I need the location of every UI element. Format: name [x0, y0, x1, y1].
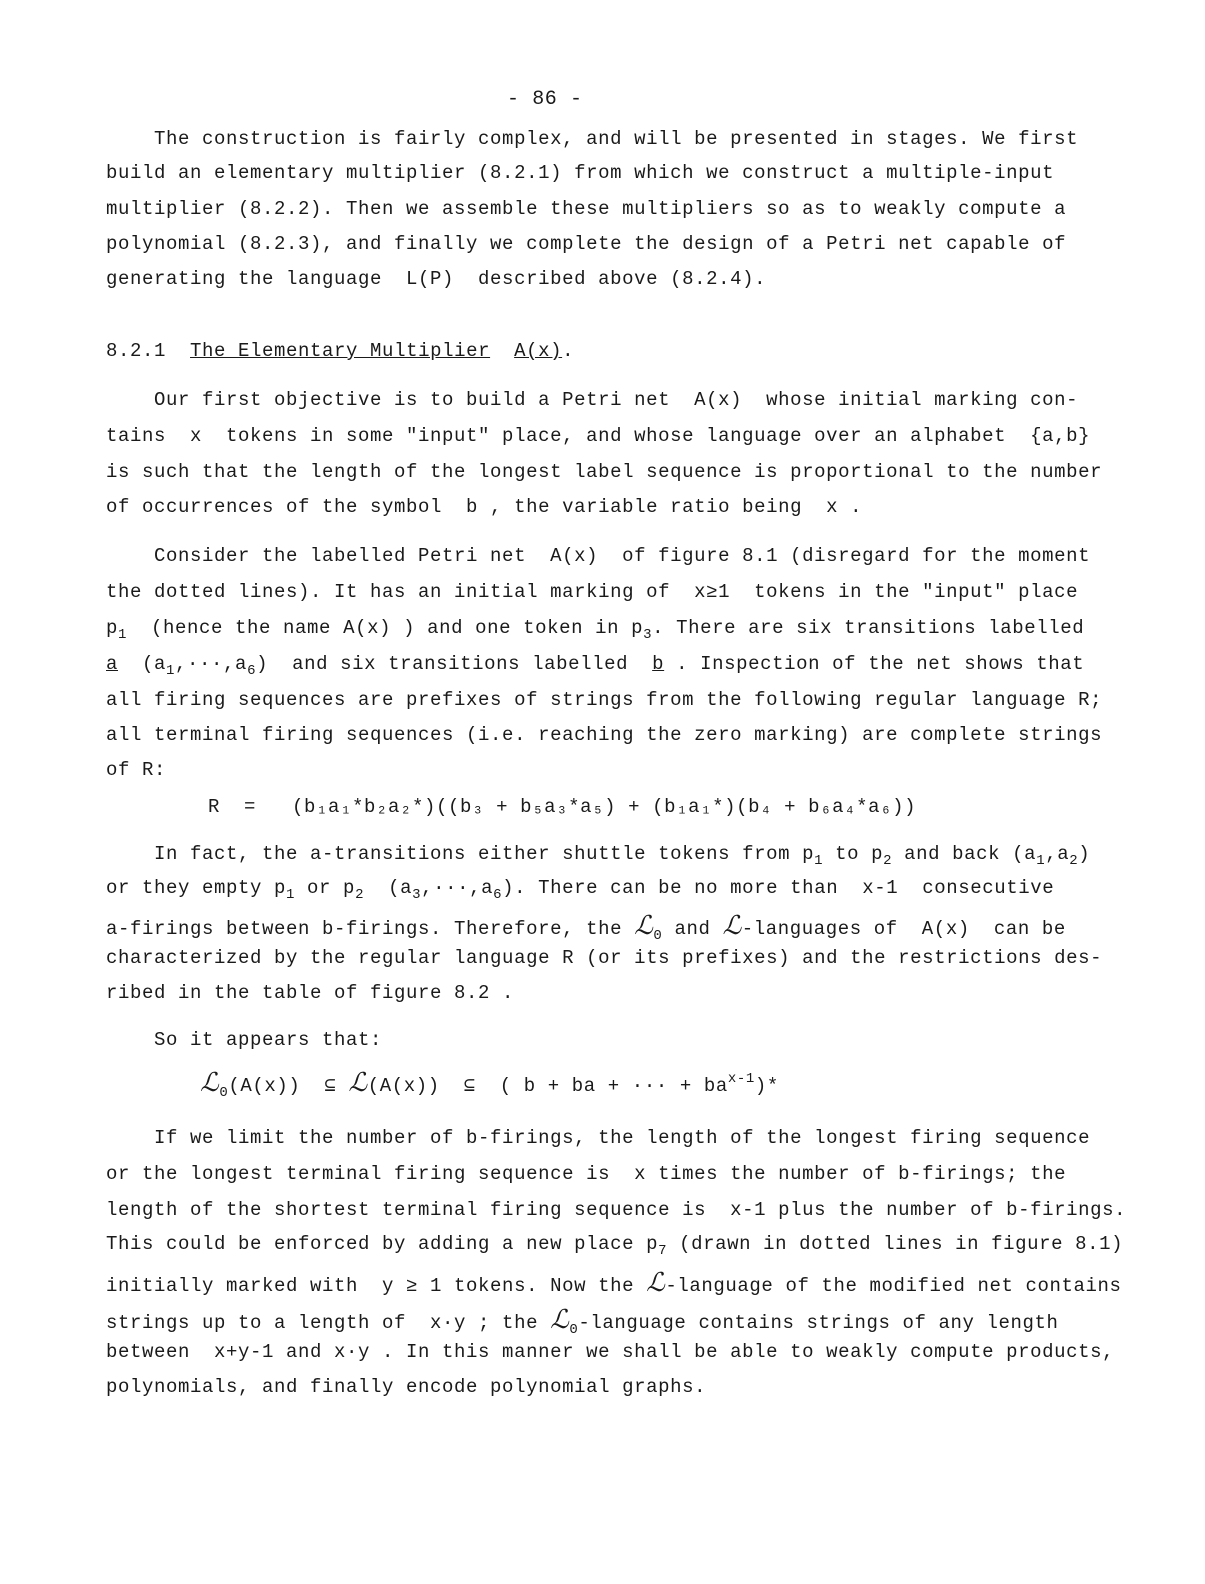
paragraph-line: [106, 1233, 1123, 1259]
paragraph-line: [106, 911, 1066, 944]
subscript: 2: [355, 887, 365, 903]
script-l-symbol: ℒ: [646, 1268, 666, 1298]
text-run: In fact, the a-transitions either shuttle tokens from p: [106, 843, 815, 865]
paragraph-line: all firing sequences are prefixes of strings from the following regular language R;: [106, 689, 1103, 711]
paragraph-line: generating the language L(P) described above (8.2.4).: [106, 268, 767, 290]
script-l-symbol: ℒ: [722, 911, 742, 941]
subscript: 1: [1036, 853, 1046, 869]
paragraph-line: build an elementary multiplier (8.2.1) from which we construct a multiple-input: [106, 162, 1055, 184]
section-period: .: [562, 340, 575, 362]
subscript: 0: [653, 928, 663, 944]
section-title: The Elementary Multiplier: [190, 340, 491, 362]
paragraph-line: tains x tokens in some "input" place, and whose language over an alphabet {a,b}: [106, 425, 1091, 447]
text-run: a-firings between b-firings. Therefore, the: [106, 918, 635, 940]
subscript: 6: [493, 887, 503, 903]
text-run: -languages of A(x) can be: [741, 918, 1066, 940]
text-run: or p: [295, 877, 356, 899]
section-heading: [106, 340, 574, 362]
paragraph-line: multiplier (8.2.2). Then we assemble these multipliers so as to weakly compute a: [106, 198, 1067, 220]
paragraph-line: So it appears that:: [106, 1029, 383, 1051]
text-run: )*: [754, 1075, 779, 1097]
paragraph-line: of R:: [106, 759, 167, 781]
paragraph-line: [106, 1268, 1122, 1298]
script-l-symbol: ℒ: [634, 911, 654, 941]
script-l-symbol: ℒ: [200, 1068, 220, 1098]
text-run: -language of the modified net contains: [665, 1275, 1122, 1297]
text-run: ,a: [1045, 843, 1070, 865]
text-run: initially marked with y ≥ 1 tokens. Now the: [106, 1275, 647, 1297]
text-run: (A(x)) ⊆ ( b + ba + ··· + ba: [367, 1075, 728, 1097]
subscript: 3: [412, 887, 422, 903]
text-run: (a: [118, 653, 167, 675]
text-run: ): [1078, 843, 1091, 865]
text-run: (a: [364, 877, 413, 899]
subscript: 2: [883, 853, 893, 869]
paragraph-line: [106, 1305, 1059, 1338]
paragraph-line: is such that the length of the longest label sequence is proportional to the number: [106, 461, 1103, 483]
subscript: 0: [569, 1322, 579, 1338]
text-run: ,···,a: [421, 877, 494, 899]
text-run: ). There can be no more than x-1 consecutive: [502, 877, 1055, 899]
text-run: p: [106, 617, 119, 639]
paragraph-line: Our first objective is to build a Petri net A(x) whose initial marking con-: [106, 389, 1079, 411]
text-run: or they empty p: [106, 877, 287, 899]
text-run: (drawn in dotted lines in figure 8.1): [667, 1233, 1124, 1255]
subscript: 7: [658, 1243, 668, 1259]
paragraph-line: of occurrences of the symbol b , the variable ratio being x .: [106, 496, 863, 518]
text-run: -language contains strings of any length: [578, 1312, 1059, 1334]
text-run: (A(x)) ⊆: [228, 1075, 349, 1097]
paragraph-line: The construction is fairly complex, and will be presented in stages. We first: [106, 128, 1079, 150]
text-run: and: [662, 918, 723, 940]
text-run: (hence the name A(x) ) and one token in p: [127, 617, 644, 639]
text-run: ,···,a: [175, 653, 248, 675]
script-l-symbol: ℒ: [348, 1068, 368, 1098]
page-number: - 86 -: [507, 88, 583, 111]
subscript: 1: [814, 853, 824, 869]
text-run: a: [106, 653, 119, 675]
paragraph-line: If we limit the number of b-firings, the length of the longest firing sequence: [106, 1127, 1091, 1149]
paragraph-line: polynomials, and finally encode polynomial graphs.: [106, 1376, 707, 1398]
paragraph-line: [106, 843, 1090, 869]
paragraph-line: between x+y-1 and x·y . In this manner we shall be able to weakly compute products,: [106, 1341, 1115, 1363]
formula-lhs: R =: [208, 796, 257, 818]
paragraph-line: the dotted lines). It has an initial marking of x≥1 tokens in the "input" place: [106, 581, 1079, 603]
subscript: 1: [166, 663, 176, 679]
text-run: . There are six transitions labelled: [652, 617, 1085, 639]
paragraph-line: polynomial (8.2.3), and finally we complete the design of a Petri net capable of: [106, 233, 1067, 255]
section-symbol: A(x): [514, 340, 563, 362]
superscript: x-1: [727, 1071, 755, 1087]
paragraph-line: length of the shortest terminal firing sequence is x-1 plus the number of b-firings.: [106, 1199, 1127, 1221]
text-run: and back (a: [892, 843, 1037, 865]
section-number: 8.2.1: [106, 340, 167, 362]
text-run: strings up to a length of x·y ; the: [106, 1312, 551, 1334]
paragraph-line: characterized by the regular language R (or its prefixes) and the restrictions des-: [106, 947, 1103, 969]
formula-rhs: (b₁a₁*b₂a₂*)((b₃ + b₅a₃*a₅) + (b₁a₁*)(b₄ + b₆a₄*a₆)): [292, 796, 917, 818]
paragraph-line: ribed in the table of figure 8.2 .: [106, 982, 515, 1004]
text-run: . Inspection of the net shows that: [664, 653, 1085, 675]
text-run: This could be enforced by adding a new place p: [106, 1233, 659, 1255]
paragraph-line: [106, 653, 1084, 679]
language-formula: [200, 1068, 779, 1101]
paragraph-line: or the longest terminal firing sequence is x times the number of b-firings; the: [106, 1163, 1067, 1185]
text-run: b: [652, 653, 665, 675]
text-run: to p: [823, 843, 884, 865]
subscript: 3: [643, 627, 653, 643]
regex-formula: [208, 796, 916, 818]
subscript: 1: [286, 887, 296, 903]
script-l-symbol: ℒ: [550, 1305, 570, 1335]
subscript: 6: [247, 663, 257, 679]
subscript: 1: [118, 627, 128, 643]
paragraph-line: all terminal firing sequences (i.e. reaching the zero marking) are complete strings: [106, 724, 1103, 746]
paragraph-line: [106, 877, 1054, 903]
subscript: 0: [219, 1085, 229, 1101]
subscript: 2: [1069, 853, 1079, 869]
paragraph-line: Consider the labelled Petri net A(x) of figure 8.1 (disregard for the moment: [106, 545, 1091, 567]
paragraph-line: [106, 617, 1084, 643]
text-run: ) and six transitions labelled: [256, 653, 653, 675]
